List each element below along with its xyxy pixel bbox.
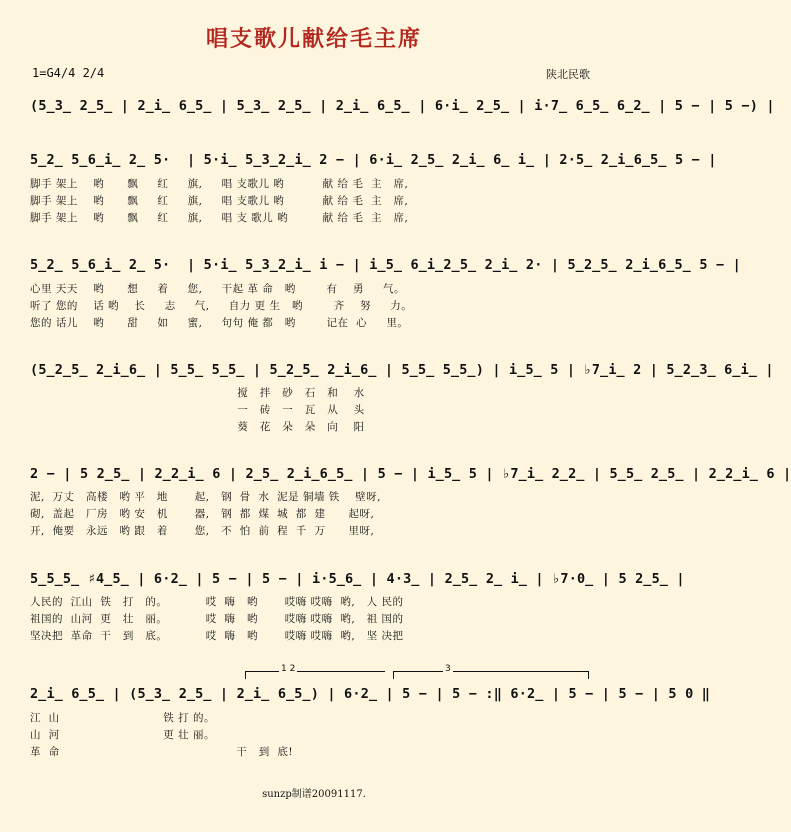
volta-brackets [245, 664, 589, 679]
song-origin: 陕北民歌 [546, 68, 590, 81]
volta-2-label: 3 [445, 664, 451, 674]
lyric-line-5-verse-3: 开, 俺要 永远 哟 跟 着 您, 不 怕 前 程 千 万 里呀, [30, 525, 375, 537]
song-title: 唱支歌儿献给毛主席 [205, 27, 422, 52]
lyric-line-6-verse-2: 祖国的 山河 更 壮 丽。 哎 嗨 哟 哎嗨 哎嗨 哟, 祖 国的 [30, 613, 404, 625]
lyric-line-4-verse-3: 葵 花 朵 朵 向 阳 [30, 421, 365, 433]
lyric-line-4-verse-1: 搅 拌 砂 石 和 水 [30, 387, 365, 399]
volta-1-label: 1 2 [281, 664, 296, 674]
lyric-line-6-verse-1: 人民的 江山 铁 打 的。 哎 嗨 哟 哎嗨 哎嗨 哟, 人 民的 [30, 596, 404, 608]
lyric-line-6-verse-3: 坚决把 革命 干 到 底。 哎 嗨 哟 哎嗨 哎嗨 哟, 坚 决把 [30, 630, 404, 642]
notation-line-5: 2 − | 5 2̲5̲ | 2̲2̲i̲ 6 | 2̲5̲ 2̲i̲6̲5̲ | 5 − | i̲5̲ 5 | ♭7̲i̲ 2̲2̲ | 5̲5̲ 2̲5̲ | 2̲2̲i̲ 6 | [30, 466, 791, 482]
lyric-line-7-verse-2: 山 河 更 壮 丽。 [30, 729, 215, 741]
volta-1-start [245, 671, 246, 679]
notation-line-3: 5̲2̲ 5̲6̲i̲ 2̲ 5· | 5·i̲ 5̲3̲2̲i̲ i − | i̲5̲ 6̲i̲2̲5̲ 2̲i̲ 2· | 5̲2̲5̲ 2̲i̲6̲5̲ 5 − | [30, 257, 741, 273]
volta-2-end [588, 671, 589, 679]
volta-2-line [393, 671, 589, 672]
lyric-line-2-verse-1: 脚手 架上 哟 飘 红 旗, 唱 支歌儿 哟 献 给 毛 主 席, [30, 178, 409, 190]
notation-line-2: 5̲2̲ 5̲6̲i̲ 2̲ 5· | 5·i̲ 5̲3̲2̲i̲ 2 − | 6·i̲ 2̲5̲ 2̲i̲ 6̲ i̲ | 2·5̲ 2̲i̲6̲5̲ 5 − | [30, 152, 717, 168]
notation-line-1: (5̲3̲ 2̲5̲ | 2̲i̲ 6̲5̲ | 5̲3̲ 2̲5̲ | 2̲i̲ 6̲5̲ | 6·i̲ 2̲5̲ | i·7̲ 6̲5̲ 6̲2̲ | 5 − | 5 −) | [30, 98, 775, 114]
lyric-line-2-verse-3: 脚手 架上 哟 飘 红 旗, 唱 支 歌儿 哟 献 给 毛 主 席, [30, 212, 409, 224]
lyric-line-7-verse-3: 革 命 干 到 底! [30, 746, 294, 758]
lyric-line-5-verse-1: 泥, 万丈 高楼 哟 平 地 起, 钢 骨 水 泥是 铜墙 铁 壁呀, [30, 491, 381, 503]
lyric-line-7-verse-1: 江 山 铁 打 的。 [30, 712, 215, 724]
notation-line-4: (5̲2̲5̲ 2̲i̲6̲ | 5̲5̲ 5̲5̲ | 5̲2̲5̲ 2̲i̲6̲ | 5̲5̲ 5̲5̲) | i̲5̲ 5 | ♭7̲i̲ 2 | 5̲2̲3̲ 6̲i̲ | [30, 362, 774, 378]
transcriber-credit: sunzp制谱20091117. [262, 789, 366, 800]
key-signature: 1=G4/4 2/4 [32, 66, 105, 80]
lyric-line-3-verse-3: 您的 话儿 哟 甜 如 蜜, 句句 俺 都 哟 记在 心 里。 [30, 317, 409, 329]
lyric-line-2-verse-2: 脚手 架上 哟 飘 红 旗, 唱 支歌儿 哟 献 给 毛 主 席, [30, 195, 409, 207]
notation-line-7: 2̲i̲ 6̲5̲ | (5̲3̲ 2̲5̲ | 2̲i̲ 6̲5̲) | 6·2̲ | 5 − | 5 − :‖ 6·2̲ | 5 − | 5 − | 5 0 ‖ [30, 686, 711, 702]
volta-2-start [393, 671, 394, 679]
lyric-line-3-verse-2: 听了 您的 话 哟 长 志 气, 自力 更 生 哟 齐 努 力。 [30, 300, 413, 312]
volta-1-line [245, 671, 385, 672]
notation-line-6: 5̲5̲5̲ ♯4̲5̲ | 6·2̲ | 5 − | 5 − | i·5̲6̲ | 4·3̲ | 2̲5̲ 2̲ i̲ | ♭7·0̲ | 5 2̲5̲ | [30, 571, 685, 587]
lyric-line-4-verse-2: 一 砖 一 瓦 从 头 [30, 404, 365, 416]
lyric-line-5-verse-2: 砌, 盖起 厂房 哟 安 机 器, 钢 都 煤 城 都 建 起呀, [30, 508, 375, 520]
lyric-line-3-verse-1: 心里 天天 哟 想 着 您, 干起 革 命 哟 有 勇 气。 [30, 283, 406, 295]
